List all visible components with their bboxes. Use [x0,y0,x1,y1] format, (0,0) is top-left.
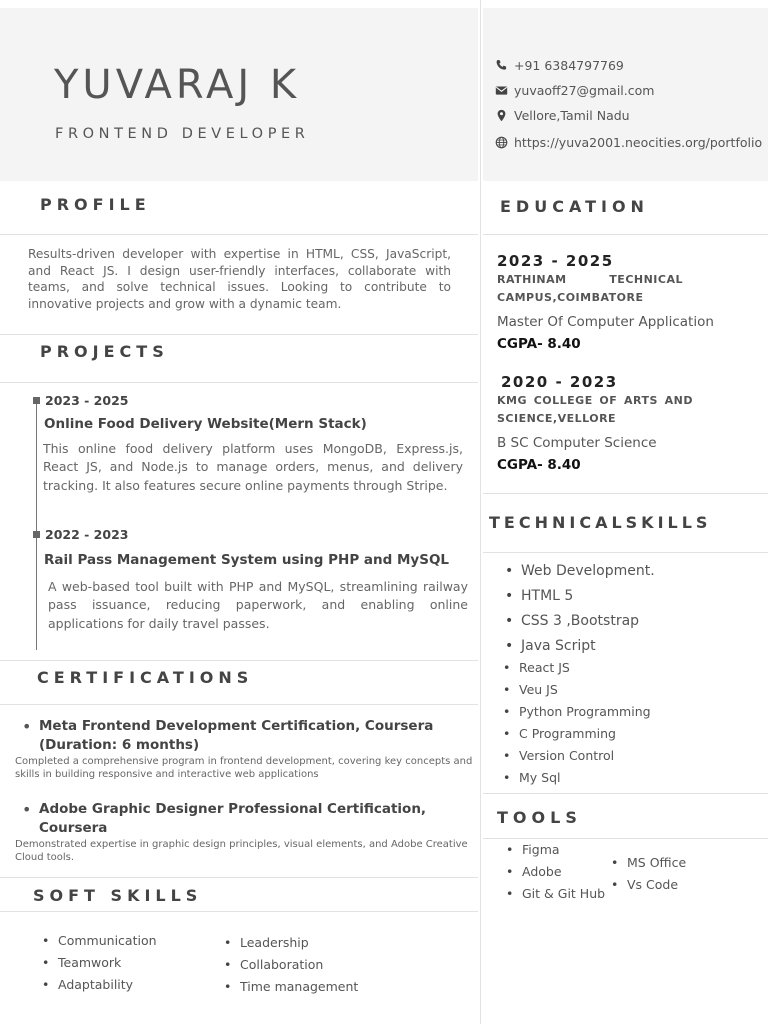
list-item: • Vs Code [611,874,686,896]
divider [0,704,478,705]
list-item: • React JS [503,657,651,679]
list-item: • Teamwork [42,952,157,974]
education-degree: Master Of Computer Application [497,314,714,330]
list-item: • My Sql [503,767,651,789]
column-divider [480,0,481,1024]
project-date: 2023 - 2025 [45,393,129,408]
list-item: • Leadership [224,932,358,954]
education-year: 2023 - 2025 [497,252,614,270]
location-text: Vellore,Tamil Nadu [514,108,630,123]
candidate-role: FRONTEND DEVELOPER [55,126,310,142]
soft-skills-list [42,930,157,996]
education-institution: RATHINAM TECHNICAL CAMPUS,COIMBATORE [497,273,683,304]
mail-icon [495,84,508,97]
contact-location [495,108,630,123]
profile-text: Results-driven developer with expertise in HTML, CSS, JavaScript, and React JS. I design user-friendly interfaces, collaborate with teams, and solve technical issues. Looking to contribute to innovative projects and grow with a dynamic team. [28,247,451,311]
list-item: • Communication [42,930,157,952]
divider [483,234,768,235]
timeline-line [36,398,37,650]
divider [0,877,478,878]
timeline-marker [33,397,40,404]
technical-skills-list [503,657,651,789]
project-date: 2022 - 2023 [45,527,129,542]
soft-skills-list [224,932,358,998]
contact-email [495,83,654,98]
soft-skills-heading: SOFT SKILLS [33,886,203,905]
divider [0,334,478,335]
projects-heading: PROJECTS [40,342,169,361]
cert-bullet: • [22,800,32,819]
project-description: A web-based tool built with PHP and MySQL, streamlining railway pass issuance, reducing paperwork, and enabling online applications for daily travel passes. [48,579,468,631]
list-item: • MS Office [611,852,686,874]
website-link[interactable]: https://yuva2001.neocities.org/portfolio [514,135,763,150]
list-item: • Git & Git Hub [506,883,605,905]
candidate-name: YUVARAJ K [54,62,301,108]
project-description: This online food delivery platform uses MongoDB, Express.js, React JS, and Node.js to manage orders, menus, and delivery tracking. It also features secure online payments through Stripe. [43,441,463,493]
tools-heading: TOOLS [497,808,582,827]
certifications-heading: CERTIFICATIONS [37,668,254,687]
globe-icon [495,136,508,149]
divider [0,234,478,235]
list-item: • Adobe [506,861,605,883]
phone-text: +91 6384797769 [514,58,624,73]
contact-website [495,135,762,150]
tools-list [506,839,605,905]
list-item: • Time management [224,976,358,998]
divider [483,793,768,794]
certification-description: Completed a comprehensive program in frontend development, covering key concepts and skills in building responsive and interactive web applications [15,756,473,780]
education-cgpa: CGPA- 8.40 [497,457,581,473]
contact-phone [495,58,624,73]
profile-heading: PROFILE [40,195,151,214]
list-item: • Version Control [503,745,651,767]
education-heading: EDUCATION [500,197,649,216]
cert-bullet: • [22,717,32,736]
divider [0,660,478,661]
list-item: • Java Script [505,634,655,659]
project-title: Online Food Delivery Website(Mern Stack) [44,416,367,432]
list-item: • CSS 3 ,Bootstrap [505,609,655,634]
location-pin-icon [495,109,508,122]
education-degree: B SC Computer Science [497,435,657,451]
list-item: • Collaboration [224,954,358,976]
certification-description: Demonstrated expertise in graphic design principles, visual elements, and Adobe Creative Cloud tools. [15,839,468,863]
list-item: • Veu JS [503,679,651,701]
divider [483,552,768,553]
divider [0,911,478,912]
list-item: • C Programming [503,723,651,745]
divider [0,382,478,383]
timeline-marker [33,531,40,538]
list-item: • Python Programming [503,701,651,723]
list-item: • HTML 5 [505,584,655,609]
list-item: • Figma [506,839,605,861]
technical-skills-heading: TECHNICALSKILLS [489,513,712,532]
education-year: 2020 - 2023 [501,373,618,391]
technical-skills-list [505,559,655,659]
education-institution: KMG COLLEGE OF ARTS AND SCIENCE,VELLORE [497,394,693,425]
certification-title: Adobe Graphic Designer Professional Certification, Coursera [39,801,427,836]
divider [483,493,768,494]
project-title: Rail Pass Management System using PHP and MySQL [44,552,450,568]
list-item: • Web Development. [505,559,655,584]
education-cgpa: CGPA- 8.40 [497,336,581,352]
phone-icon [495,59,508,72]
certification-title: Meta Frontend Development Certification, Coursera (Duration: 6 months) [39,718,434,753]
email-text[interactable]: yuvaoff27@gmail.com [514,83,655,98]
tools-list [611,852,686,896]
list-item: • Adaptability [42,974,157,996]
